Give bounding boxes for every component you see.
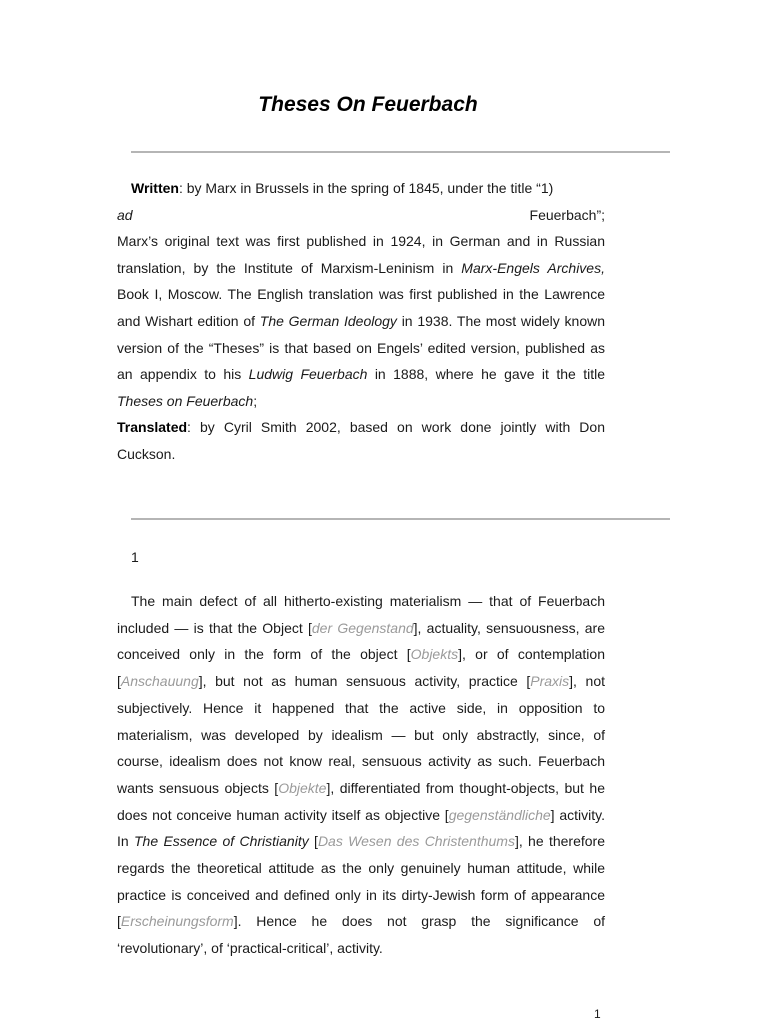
thesis-text: ]. Hence he does not grasp the significance of ‘revolutionary’, of ‘practical-critical’, activity. bbox=[117, 913, 605, 957]
theses-on-feuerbach-title: Theses on Feuerbach bbox=[117, 392, 254, 409]
original-text-part: Book I, Moscow. The English translation was first published in the Lawrence and Wishart edition of bbox=[117, 286, 605, 329]
thesis-text: ], or of contemplation [ bbox=[117, 646, 605, 690]
translated-label: Translated bbox=[117, 419, 188, 436]
german-term: Erscheinungsform bbox=[120, 913, 234, 930]
page-title: Theses On Feuerbach bbox=[258, 93, 478, 116]
written-text: : by Marx in Brussels in the spring of 1845, under the title “1) bbox=[178, 180, 554, 196]
marx-engels-archives-title: Marx-Engels Archives, bbox=[461, 259, 605, 276]
essence-of-christianity-title: The Essence of Christianity bbox=[134, 833, 309, 850]
written-line bbox=[117, 175, 605, 202]
publication-notes bbox=[117, 175, 605, 468]
thesis-number: 1 bbox=[131, 549, 139, 565]
thesis-paragraph bbox=[117, 588, 605, 962]
top-divider bbox=[131, 151, 670, 153]
german-term: Objekte bbox=[278, 779, 327, 796]
ludwig-feuerbach-title: Ludwig Feuerbach bbox=[248, 366, 368, 383]
section-divider bbox=[131, 518, 670, 520]
thesis-text: [ bbox=[308, 833, 318, 850]
thesis-text: ], he therefore regards the theoretical attitude as the only genuinely human attitude, while practice is conceived and defined only in its dirty-Jewish form of appearance [ bbox=[117, 833, 605, 930]
german-term: Praxis bbox=[530, 673, 570, 690]
thesis-text: ], actuality, sensuousness, are conceived only in the form of the object [ bbox=[117, 619, 605, 663]
german-ideology-title: The German Ideology bbox=[259, 312, 397, 329]
translated-line bbox=[117, 414, 605, 467]
thesis-text: The main defect of all hitherto-existing materialism — that of Feuerbach included — is that the Object [ bbox=[117, 593, 605, 636]
thesis-text: ], but not as human sensuous activity, practice [ bbox=[198, 673, 531, 690]
thesis-text: ] activity. In bbox=[117, 806, 605, 850]
written-label: Written bbox=[131, 180, 179, 196]
thesis-text: ], not subjectively. Hence it happened that the active side, in opposition to materialism, was developed by idealism — but only abstractly, since, of course, idealism does not know real, sensuous activity as such. Feuerbach wants sensuous objects [ bbox=[117, 673, 605, 796]
written-title-line bbox=[117, 202, 605, 229]
german-term: Objekts bbox=[410, 646, 459, 663]
original-text-part: in 1888, where he gave it the title bbox=[367, 366, 606, 383]
original-text-part: in 1938. The most widely known version of the “Theses” is that based on Engels’ edited version, published as an appendix to his bbox=[117, 312, 606, 383]
written-ad: ad bbox=[117, 206, 133, 223]
german-term: Das Wesen des Christenthums bbox=[317, 833, 515, 850]
written-feuerbach: Feuerbach”; bbox=[529, 206, 605, 223]
original-text-note bbox=[117, 228, 605, 414]
page-number: 1 bbox=[594, 1007, 601, 1021]
original-text-part: Marx’s original text was first published in 1924, in German and in Russian translation, by the Institute of Marxism-Leninism in bbox=[117, 233, 605, 276]
german-term: Anschauung bbox=[120, 673, 199, 690]
translated-text: : by Cyril Smith 2002, based on work done jointly with Don Cuckson. bbox=[117, 419, 605, 462]
original-text-part: ; bbox=[253, 392, 258, 409]
german-term: gegenständliche bbox=[448, 806, 551, 823]
german-term: der Gegenstand bbox=[311, 619, 414, 636]
thesis-text: ], differentiated from thought-objects, but he does not conceive human activity itself as objective [ bbox=[117, 779, 605, 823]
